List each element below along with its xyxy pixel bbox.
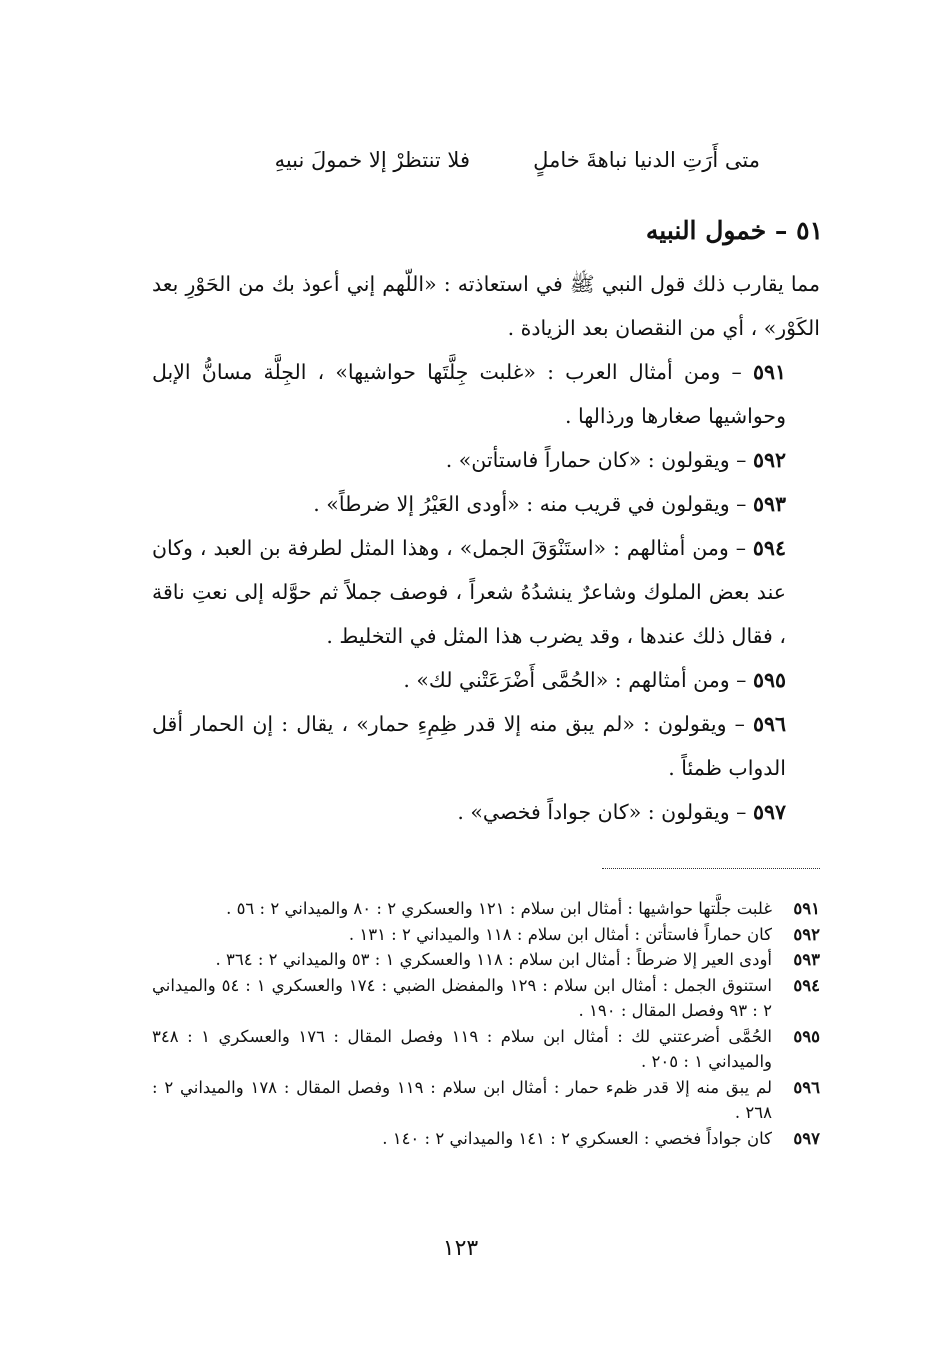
proverb-entry (152, 702, 820, 790)
footnote-divider (602, 868, 820, 869)
entry-number: ٥٩٤ (752, 536, 786, 560)
footnote-number: ٥٩١ (793, 899, 820, 918)
entry-number: ٥٩٦ (752, 712, 786, 736)
entry-number: ٥٩٣ (752, 492, 786, 516)
footnote-number: ٥٩٤ (793, 975, 820, 995)
footnote-number: ٥٩٣ (793, 950, 820, 969)
entry-dash: – (734, 712, 745, 736)
footnote-text: استنوق الجمل : أمثال ابن سلام : ١٢٩ والمفضل الضبي : ١٧٤ والعسكري ١ : ٥٤ والميداني ٢ : ٩٣ وفصل المقال : ١٩٠ . (152, 975, 772, 1020)
footnote-number: ٥٩٥ (793, 1026, 820, 1046)
footnote (152, 947, 820, 973)
poetry-verse (150, 142, 810, 182)
entry-dash: – (736, 800, 747, 824)
entry-dash: – (736, 668, 747, 692)
section-heading (646, 216, 823, 245)
section-dash: – (774, 216, 788, 245)
footnote-text: أودى العير إلا ضرطاً : أمثال ابن سلام : ١١٨ والعسكري ١ : ٥٣ والميداني ٢ : ٣٦٤ . (215, 950, 772, 969)
verse-first-hemistich: متى أَرَتِ الدنيا نباهةَ خاملٍ (533, 148, 760, 172)
footnote-number: ٥٩٧ (793, 1128, 820, 1148)
footnote-text: غلبت جلَّتها حواشيها : أمثال ابن سلام : ١٢١ والعسكري ٢ : ٨٠ والميداني ٢ : ٥٦ . (226, 899, 772, 918)
page-number: ١٢٣ (442, 1236, 479, 1261)
footnote (152, 922, 820, 948)
section-number: ٥١ (796, 216, 823, 245)
proverb-entry (152, 526, 820, 658)
entry-text: ويقولون : «كان جواداً فخصي» . (457, 800, 730, 824)
footnote-text: كان جواداً فخصي : العسكري ٢ : ١٤١ والميداني ٢ : ١٤٠ . (382, 1128, 772, 1148)
entry-text: ومن أمثالهم : «استَنْوَقَ الجمل» ، وهذا المثل لطرفة بن العبد ، وكان عند بعض الملوك وشاعرٌ ينشدُهُ شعراً ، فوصف جملاً ثم حوَّله إلى نعتِ ناقة ، فقال ذلك عندها ، وقد يضرب هذا المثل في التخليط . (152, 536, 786, 648)
entry-number: ٥٩١ (752, 360, 786, 384)
verse-second-hemistich: فلا تنتظرْ إلا خمولَ نبيهِ (274, 148, 470, 172)
proverb-entry (152, 482, 820, 526)
proverb-entry (152, 790, 820, 834)
proverb-entry (152, 658, 820, 702)
footnote (152, 1024, 820, 1075)
main-text (152, 262, 820, 834)
entry-dash: – (735, 536, 746, 560)
footnote-text: الحُمَّى أضرعتني لك : أمثال ابن سلام : ١١٩ وفصل المقال : ١٧٦ والعسكري ١ : ٣٤٨ والميداني ١ : ٢٠٥ . (152, 1026, 772, 1071)
footnote (152, 973, 820, 1024)
footnote (152, 1075, 820, 1126)
entry-dash: – (736, 448, 747, 472)
entry-text: ويقولون : «كان حماراً فاستأتن» . (445, 448, 730, 472)
entry-text: ومن أمثال العرب : «غلبت جِلَّتَها حواشيها» ، الجِلَّة مسانُّ الإبل وحواشيها صغارها ورذالها . (152, 360, 786, 428)
entry-number: ٥٩٧ (752, 800, 786, 824)
entry-dash: – (736, 492, 747, 516)
footnote-text: لم يبق منه إلا قدر ظمء حمار : أمثال ابن سلام : ١١٩ وفصل المقال : ١٧٨ والميداني ٢ : ٢٦٨ . (152, 1077, 773, 1122)
entry-text: ويقولون في قريب منه : «أودى العَيْرُ إلا ضرطاً» . (313, 492, 730, 516)
proverb-entry (152, 350, 820, 438)
footnote-number: ٥٩٦ (793, 1077, 820, 1097)
footnote (152, 1126, 820, 1152)
footnotes (152, 896, 820, 1151)
footnote-text: كان حماراً فاستأتن : أمثال ابن سلام : ١١٨ والميداني ٢ : ١٣١ . (348, 924, 772, 944)
entry-number: ٥٩٥ (752, 668, 786, 692)
entry-number: ٥٩٢ (752, 448, 786, 472)
proverb-entry (152, 438, 820, 482)
entry-text: ومن أمثالهم : «الحُمَّى أَضْرَعَتْني لك» . (403, 668, 730, 692)
entry-text: ويقولون : «لم يبق منه إلا قدر ظِمِءِ حمار» ، يقال : إن الحمار أقل الدواب ظمئاً . (152, 712, 786, 780)
footnote-number: ٥٩٢ (793, 924, 820, 944)
section-title: خمول النبيه (645, 216, 767, 245)
entry-dash: – (731, 360, 742, 384)
intro-paragraph: مما يقارب ذلك قول النبي ﷺ في استعاذته : «اللّهم إني أعوذ بك من الحَوْرِ بعد الكَوْر» ، أي من النقصان بعد الزيادة . (152, 272, 820, 340)
footnote (152, 896, 820, 922)
